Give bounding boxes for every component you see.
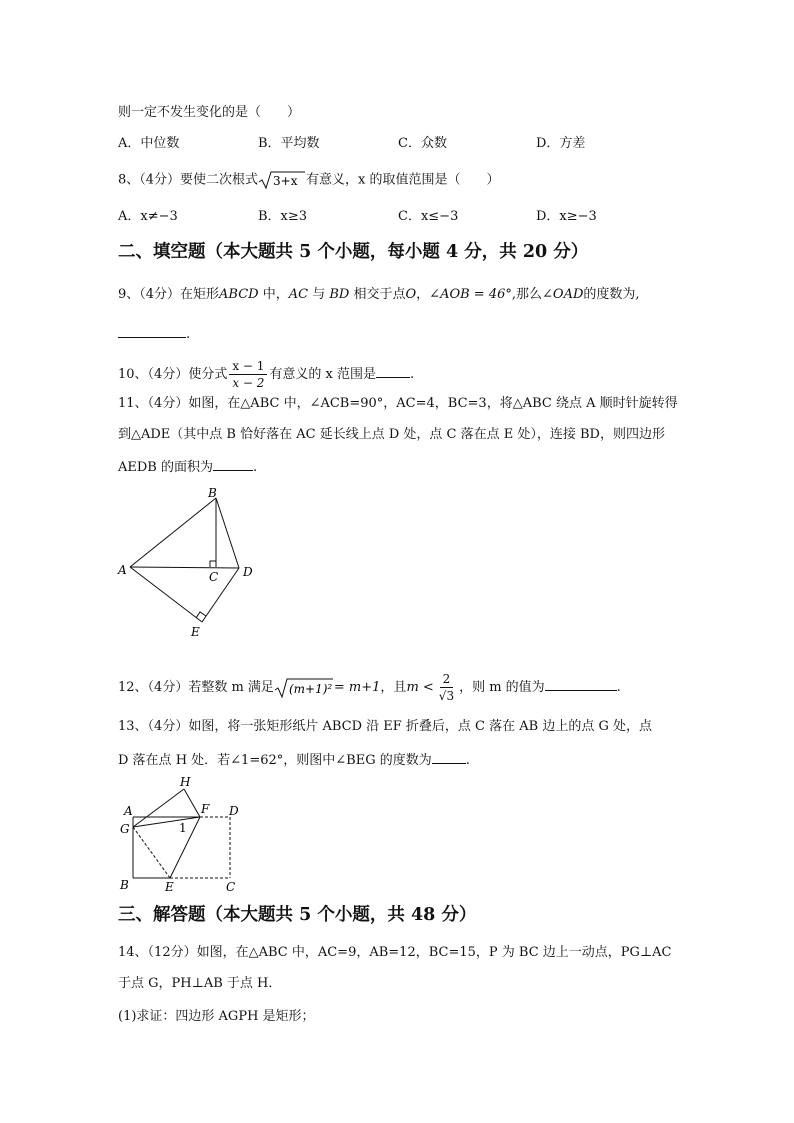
q13-label-g: G [120, 822, 130, 836]
q7-option-c: C．众数 [398, 136, 447, 151]
q14-line2: 于点 G，PH⊥AB 于点 H． [118, 976, 282, 991]
q9-angle: ∠AOB = 46° [429, 287, 512, 302]
q12-mid: ，且 [380, 680, 407, 695]
q9-angle2: ∠OAD [542, 287, 584, 302]
q13-label-c: C [226, 880, 236, 894]
q11-line1: 11、（4分）如图，在△ABC 中，∠ACB=90°，AC=4，BC=3，将△ABC 绕点 A 顺时针旋转得 [118, 396, 678, 411]
q11-answer-blank[interactable] [213, 457, 253, 471]
q8-suffix: 有意义，x 的取值范围是（ ） [306, 172, 500, 188]
q13-line2-prefix: D 落在点 H 处．若∠1=62°，则图中∠BEG 的度数为 [118, 753, 432, 768]
q10-answer-blank[interactable] [376, 364, 410, 378]
q9-mid4: ， [416, 287, 430, 302]
q13-segment-gf [133, 817, 200, 827]
q11-label-d: D [243, 565, 253, 579]
q9-prefix: 9、（4分）在矩形 [118, 287, 220, 302]
q8-option-d: D．x≥−3 [536, 209, 597, 224]
q12-suffix: ，则 m 的值为 [459, 680, 545, 695]
q12-eq: = m+1 [333, 680, 381, 695]
q14-line1: 14、（12分）如图，在△ABC 中，AC=9，AB=12，BC=15，P 为 BC 边上一动点，PG⊥AC [118, 945, 672, 960]
q10-stem [118, 358, 414, 391]
q11-label-b: B [208, 486, 217, 500]
q11-figure [112, 484, 262, 642]
q10-numerator: x − 1 [229, 358, 267, 375]
q9-stem [118, 286, 640, 304]
q11-segment-ed [202, 568, 239, 622]
q9-mid5: ,那么 [511, 287, 543, 302]
q13-label-1: 1 [179, 821, 187, 835]
q10-denominator: x − 2 [232, 376, 265, 390]
q9-rect: ABCD [219, 287, 259, 302]
q8-radicand: 3+x [273, 174, 298, 188]
q12-stem [118, 671, 621, 704]
q9-mid1: 中， [258, 287, 289, 302]
q8-sqrt [258, 170, 306, 190]
q12-sqrt [274, 677, 334, 699]
q7-stem: 则一定不发生变化的是（ ） [118, 105, 301, 120]
q13-label-e: E [165, 880, 174, 894]
q12-frac-den: √3 [438, 689, 455, 703]
q11-segment-ae [130, 567, 202, 622]
q10-end: . [410, 367, 415, 382]
q8-option-b: B．x≥3 [258, 209, 308, 224]
q13-segment-ge-dashed [133, 827, 170, 878]
q13-end: . [465, 753, 470, 768]
q12-answer-blank[interactable] [545, 677, 617, 691]
q13-segment-gh [133, 789, 184, 827]
q11-label-a: A [118, 563, 127, 577]
q11-right-angle-c-icon [210, 561, 216, 567]
q10-suffix: 有意义的 x 范围是 [269, 367, 377, 382]
q9-answer-blank[interactable] [118, 324, 186, 338]
q13-line2 [118, 750, 470, 770]
q13-segment-hf [184, 789, 200, 817]
q13-label-f: F [201, 802, 210, 816]
q9-end: . [186, 327, 191, 342]
section-3-title: 三、解答题（本大题共 5 个小题，共 48 分） [118, 905, 477, 925]
q8-option-a: A．x≠−3 [118, 209, 178, 224]
q11-segment-ab [130, 498, 216, 567]
q13-figure [112, 772, 247, 894]
q11-line2: 到△ADE（其中点 B 恰好落在 AC 延长线上点 D 处，点 C 落在点 E 处），连接 BD，则四边形 [118, 427, 665, 442]
q10-fraction [229, 358, 267, 391]
section-2-title: 二、填空题（本大题共 5 个小题，每小题 4 分，共 20 分） [118, 242, 589, 262]
q9-answer-line [118, 324, 190, 344]
q11-segment-bd [216, 498, 239, 568]
q12-ineq: m < [406, 680, 434, 695]
q8-stem [118, 170, 500, 190]
q7-option-a: A．中位数 [118, 136, 180, 151]
q11-segment-ad [130, 567, 239, 568]
q12-prefix: 12、（4分）若整数 m 满足 [118, 680, 274, 695]
q12-end: . [616, 680, 621, 695]
q13-line1: 13、（4分）如图，将一张矩形纸片 ABCD 沿 EF 折叠后，点 C 落在 AB 边上的点 G 处，点 [118, 719, 652, 734]
q9-o: O [405, 287, 417, 302]
q7-option-b: B．平均数 [258, 136, 320, 151]
q7-option-d: D．方差 [536, 136, 586, 151]
q11-right-angle-e-icon [196, 612, 206, 618]
q11-line3 [118, 457, 257, 477]
q8-option-c: C．x≤−3 [398, 209, 459, 224]
q11-end: . [253, 460, 258, 475]
q13-label-h: H [180, 775, 191, 789]
radical-sign-icon [258, 170, 306, 190]
q13-answer-blank[interactable] [432, 750, 466, 764]
q10-prefix: 10、（4分）使分式 [118, 367, 228, 382]
q8-prefix: 8、（4分）要使二次根式 [118, 172, 259, 188]
q12-frac-num: 2 [440, 671, 454, 688]
q12-radical: (m+1)² [288, 681, 333, 696]
q11-label-c: C [209, 570, 219, 584]
q11-line3-prefix: AEDB 的面积为 [118, 460, 213, 475]
q11-label-e: E [191, 625, 200, 639]
q9-mid3: 相交于点 [349, 287, 406, 302]
radical-sign-icon [274, 677, 334, 699]
q9-mid2: 与 [308, 287, 330, 302]
q13-label-d: D [229, 804, 239, 818]
q13-label-b: B [120, 878, 129, 892]
q9-suffix: 的度数为, [583, 287, 640, 302]
q13-label-a: A [124, 804, 133, 818]
q14-line3: (1)求证：四边形 AGPH 是矩形； [118, 1009, 315, 1024]
q9-bd: BD [329, 287, 350, 302]
q12-fraction [436, 671, 457, 704]
q9-ac: AC [288, 287, 309, 302]
